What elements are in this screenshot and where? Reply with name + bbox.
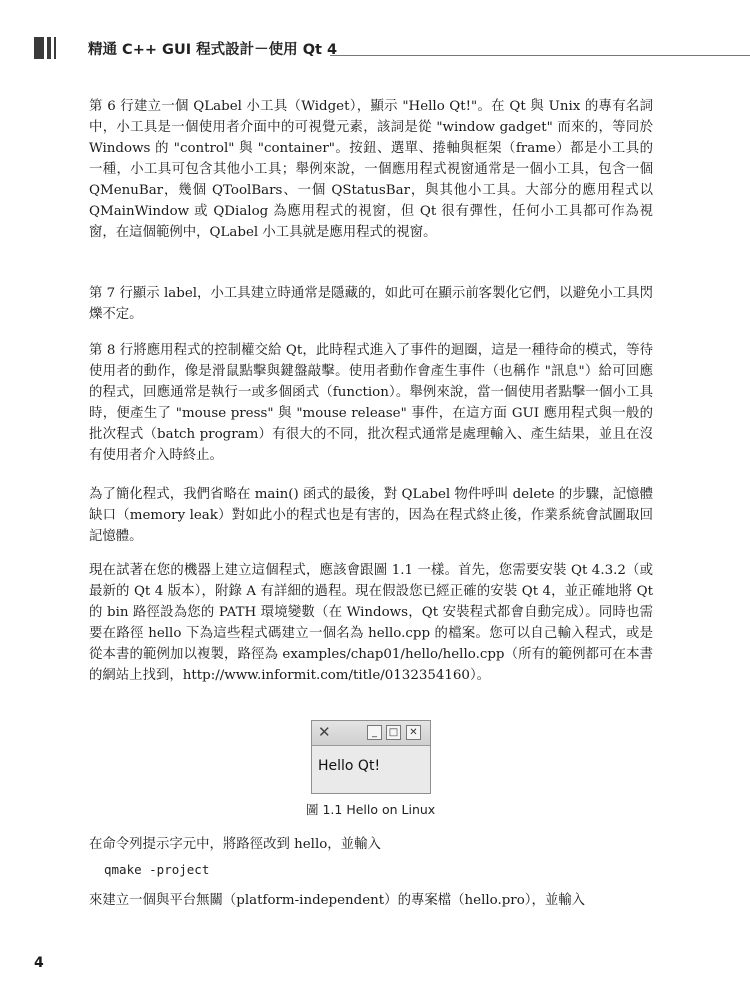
book-title: 精通 C++ GUI 程式設計－使用 Qt 4 bbox=[88, 42, 338, 58]
close-icon: ✕ bbox=[406, 725, 421, 740]
paragraph-text: 第 7 行顯示 label，小工具建立時通常是隱藏的，如此可在顯示前客製化它們，以避免小工具閃爍不定。 bbox=[89, 286, 653, 322]
paragraph-project bbox=[89, 890, 653, 925]
maximize-icon: □ bbox=[386, 725, 401, 740]
paragraph-text: 現在試著在您的機器上建立這個程式，應該會跟圖 1.1 一樣。首先，您需要安裝 Qt 4.3.2（或最新的 Qt 4 版本），附錄 A 有詳細的過程。現在假設您已經正確的安裝 Qt 4，並正確地將 Qt 的 bin 路徑設為您的 PATH 環境變數（在 Windows，Qt 安裝程式都會自動完成）。同時也需要在路徑 hello 下為這些程式碼建立一個名為 hello.cpp 的檔案。您可以自己輸入程式，或是從本書的範例加以複製，路徑為 examples/chap01/hello/hello.cpp（所有的範例都可在本書的網站上找到，http://www.informit.com/title/0132354160）。 bbox=[89, 563, 653, 683]
minimize-icon: _ bbox=[367, 725, 382, 740]
window-titlebar bbox=[312, 721, 430, 746]
paragraph-build bbox=[89, 560, 653, 700]
hello-label: Hello Qt! bbox=[318, 758, 381, 774]
window-menu-icon: ✕ bbox=[318, 723, 331, 741]
header-rule bbox=[330, 55, 750, 56]
paragraph-memory bbox=[89, 484, 653, 561]
paragraph-text: 為了簡化程式，我們省略在 main() 函式的最後，對 QLabel 物件呼叫 delete 的步驟，記憶體缺口（memory leak）對如此小的程式也是有害的，因為在程式終止後，作業系統會試圖取回記憶體。 bbox=[89, 487, 653, 544]
page-number: 4 bbox=[34, 955, 44, 971]
paragraph-event-loop bbox=[89, 340, 653, 480]
paragraph-text: 來建立一個與平台無關（platform-independent）的專案檔（hello.pro），並輸入 bbox=[89, 893, 586, 908]
code-command: qmake -project bbox=[104, 862, 210, 877]
paragraph-text: 在命令列提示字元中，將路徑改到 hello，並輸入 bbox=[89, 837, 381, 852]
figure-hello-window bbox=[311, 720, 431, 794]
paragraph-text: 第 6 行建立一個 QLabel 小工具（Widget），顯示 "Hello Qt!"。在 Qt 與 Unix 的專有名詞中，小工具是一個使用者介面中的可視覺元素，該詞是從 "window gadget" 而來的，等同於 Windows 的 "control" 與 "container"。按鈕、選單、捲軸與框架（frame）都是小工具的一種，小工具可包含其他小工具；舉例來說，一個應用程式視窗通常是一個小工具，包含一個 QMenuBar，幾個 QToolBars、一個 QStatusBar，與其他小工具。大部分的應用程式以 QMainWindow 或 QDialog 為應用程式的視窗，但 Qt 很有彈性，任何小工具都可作為視窗，在這個範例中，QLabel 小工具就是應用程式的視窗。 bbox=[89, 99, 653, 240]
qt-window bbox=[311, 720, 431, 794]
paragraph-show bbox=[89, 283, 653, 339]
page-header bbox=[0, 0, 750, 62]
paragraph-widget bbox=[89, 96, 653, 257]
paragraph-text: 第 8 行將應用程式的控制權交給 Qt，此時程式進入了事件的迴圈，這是一種待命的模式，等待使用者的動作，像是滑鼠點擊與鍵盤敲擊。使用者動作會產生事件（也稱作 "訊息"）給可回應的程式，回應通常是執行一或多個函式（function）。舉例來說，當一個使用者點擊一個小工具時，便產生了 "mouse press" 與 "mouse release" 事件，在這方面 GUI 應用程式與一般的批次程式（batch program）有很大的不同，批次程式通常是處理輸入、產生結果，並且在沒有使用者介入時終止。 bbox=[89, 343, 653, 463]
figure-caption: 圖 1.1 Hello on Linux bbox=[306, 802, 436, 817]
